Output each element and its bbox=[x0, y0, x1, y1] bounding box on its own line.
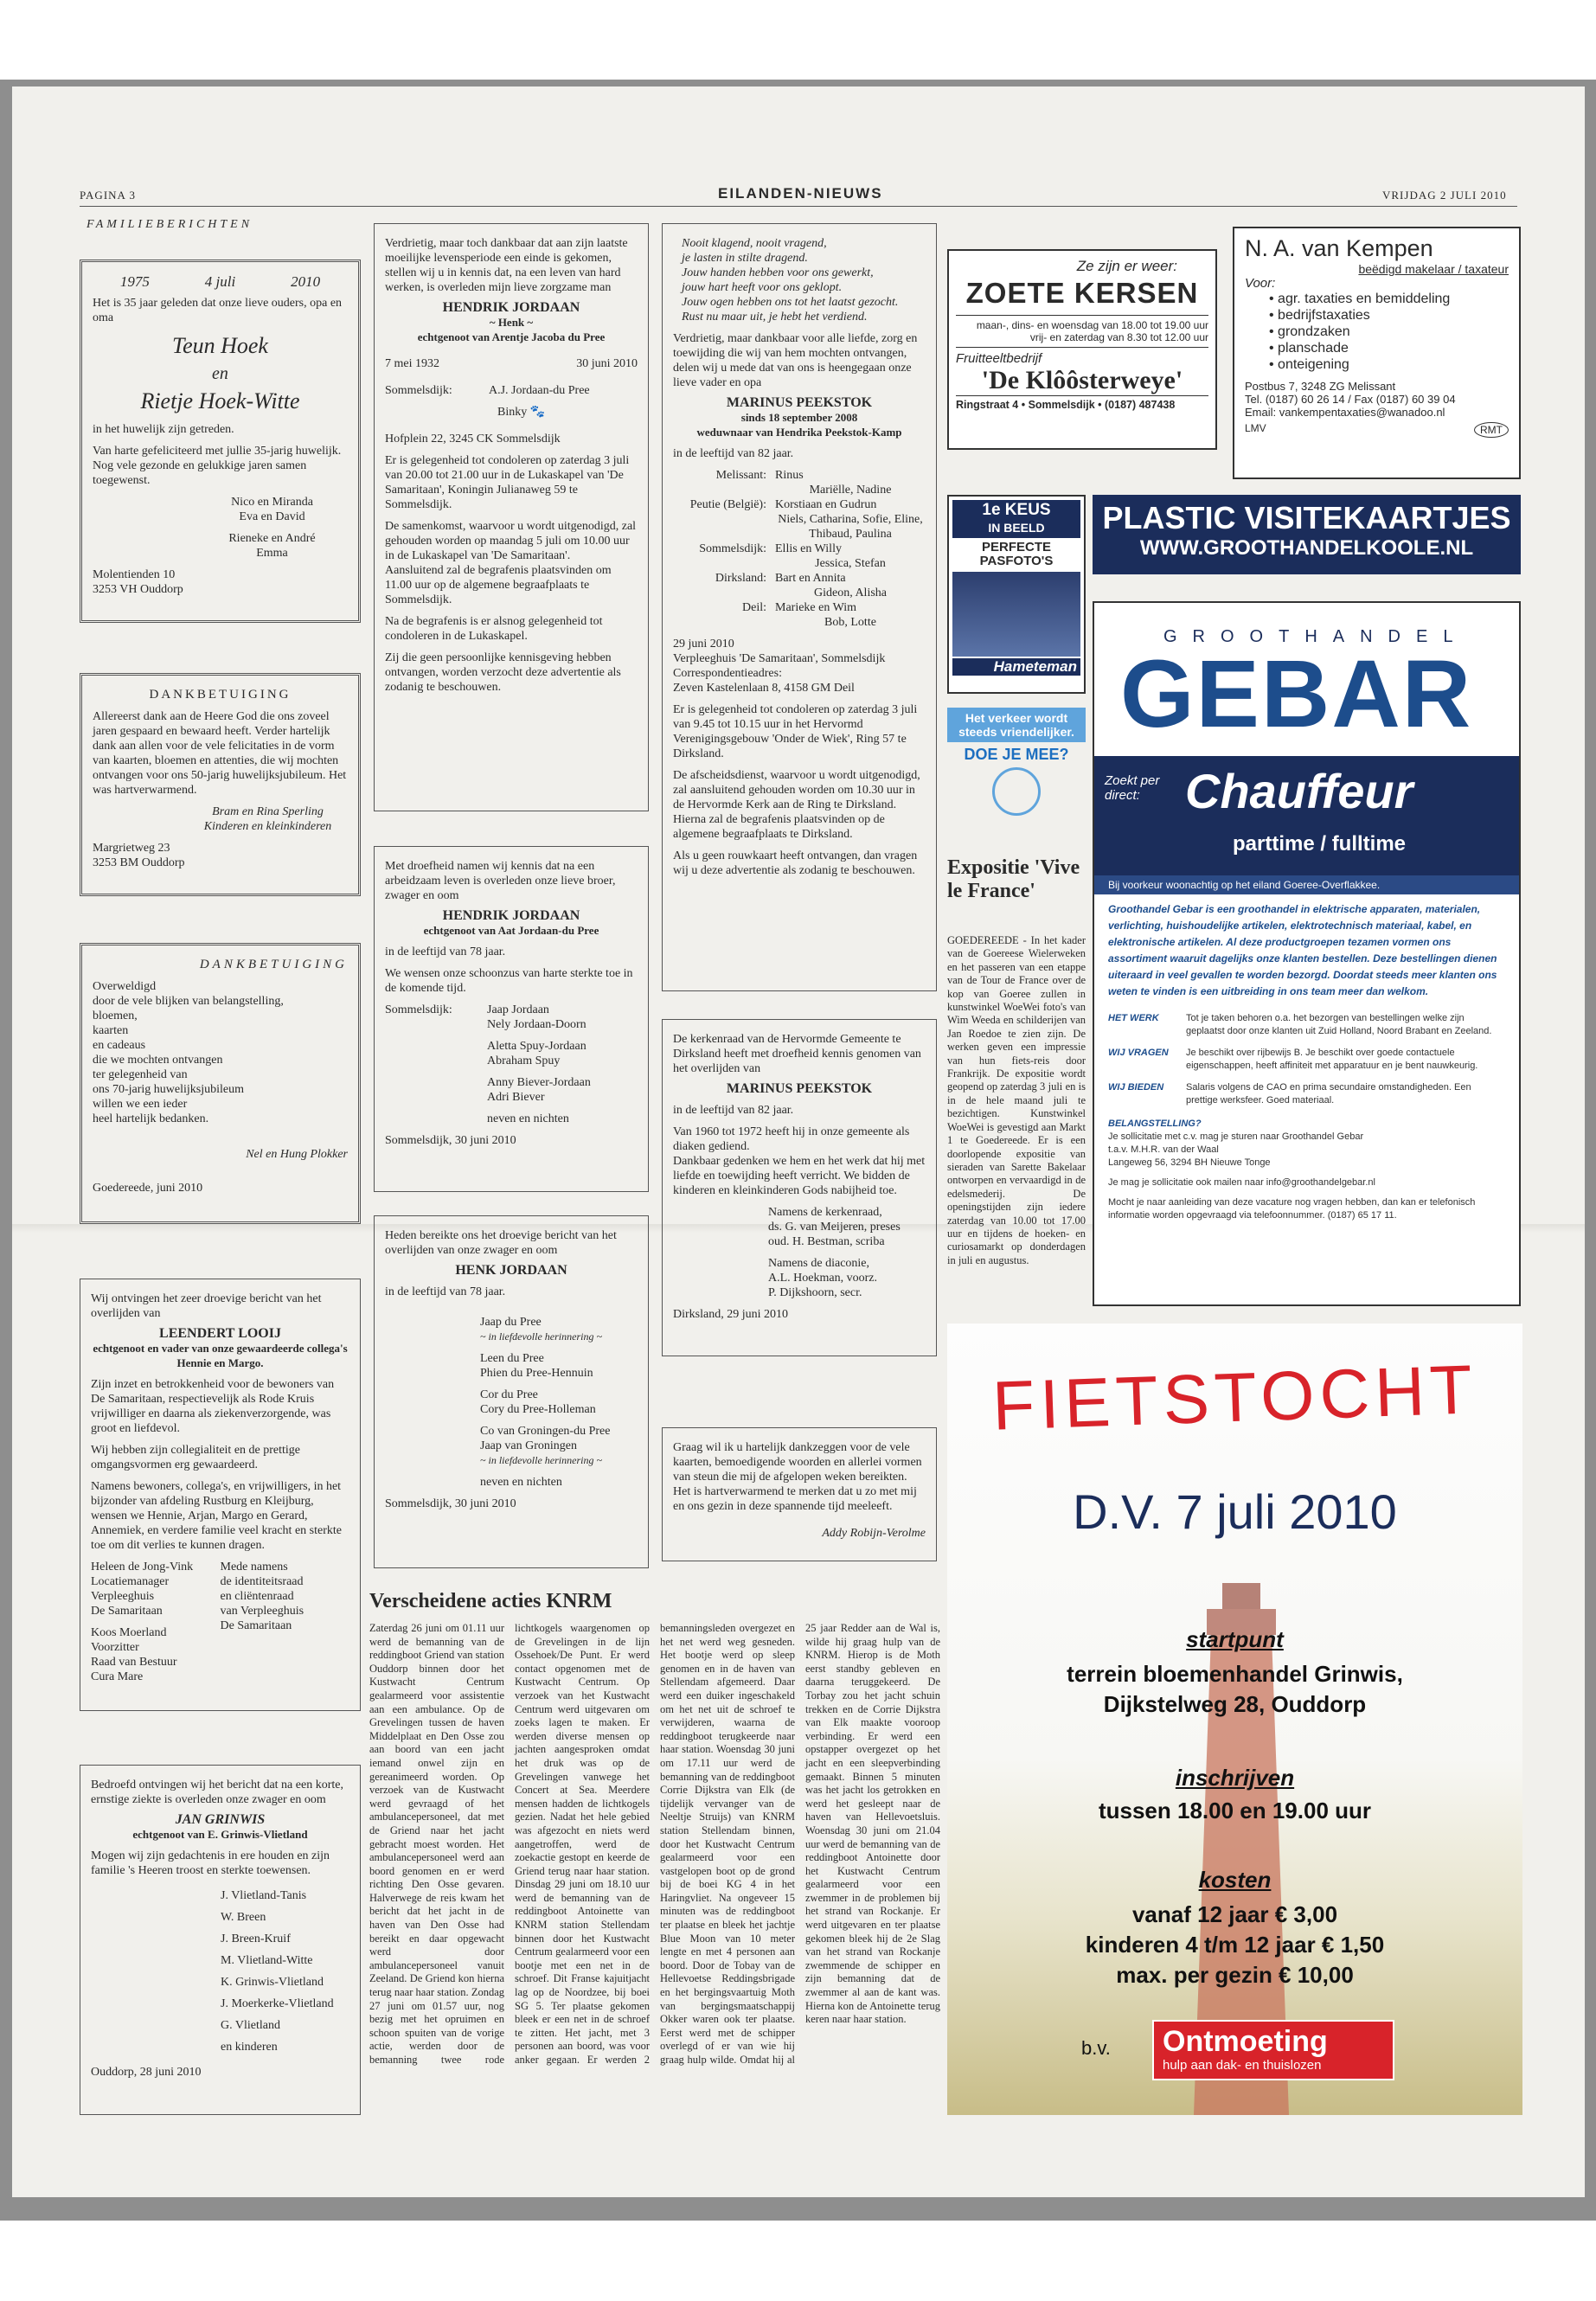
line-1: Overweldigd bbox=[93, 980, 157, 993]
family-8: en kinderen bbox=[221, 2041, 278, 2054]
apply-2: t.a.v. M.H.R. van der Waal bbox=[1108, 1144, 1219, 1155]
body-5: Zij die geen persoonlijke kennisgeving hebben ontvangen, worden verzocht deze advertentie als zodanig te beschouwen. bbox=[385, 651, 621, 694]
line-6: die we mochten ontvangen bbox=[93, 1054, 223, 1067]
relation-text: echtgenoot van E. Grinwis-Vlietland bbox=[132, 1828, 308, 1841]
ad-perfecte: PERFECTE bbox=[981, 540, 1051, 554]
address-line-2: 3253 BM Ouddorp bbox=[93, 856, 185, 869]
signer-5: A.L. Hoekman, voorz. bbox=[768, 1272, 877, 1285]
family-3: J. Breen-Kruif bbox=[221, 1932, 291, 1945]
body-2: Wij hebben zijn collegialiteit en de prettige omgangsvormen erg gewaardeerd. bbox=[91, 1444, 301, 1471]
age-text: in de leeftijd van 82 jaar. bbox=[673, 1104, 794, 1117]
line-10: heel hartelijk bedanken. bbox=[93, 1112, 209, 1125]
ad-title: ZOETE KERSEN bbox=[965, 277, 1199, 309]
poem-6: Rust nu maar uit, je hebt het verdiend. bbox=[682, 311, 868, 324]
corr-address: Zeven Kastelenlaan 8, 4158 GM Deil bbox=[673, 682, 855, 695]
ad-url: WWW.GROOTHANDELKOOLE.NL bbox=[1139, 536, 1474, 560]
hours-2: vrij- en zaterdag van 8.30 tot 12.00 uur bbox=[1029, 331, 1208, 343]
signer-b3: en cliëntenraad bbox=[220, 1590, 294, 1603]
family-7: G. Vlietland bbox=[221, 2019, 280, 2032]
ad-pasfotos-label: PASFOTO'S bbox=[979, 554, 1054, 568]
ad-gebar bbox=[1093, 601, 1521, 1306]
signer-1: Nico en Miranda bbox=[231, 496, 313, 509]
poem-5: Jouw ogen hebben ons tot het laatst gezocht. bbox=[682, 296, 899, 309]
apply-1: Je sollicitatie met c.v. mag je sturen naar Groothandel Gebar bbox=[1108, 1131, 1364, 1142]
scan-bottom-margin bbox=[0, 2221, 1596, 2301]
ad-hours: parttime / fulltime bbox=[1233, 832, 1407, 856]
signer-2: Eva en David bbox=[239, 510, 305, 523]
thanks-notice-robijn bbox=[662, 1427, 937, 1561]
apply-4: Je mag je sollicitatie ook mailen naar info@groothandelgebar.nl bbox=[1108, 1177, 1375, 1188]
ad-verkeer bbox=[947, 708, 1086, 813]
thanks-notice-plokker bbox=[80, 943, 361, 1224]
body-1: Zijn inzet en betrokkenheid voor de bewoners van De Samaritaan, respectievelijk als Rode Kruis vrijwilliger en daarna als ziekenverzorgende, was groot en liefdevol. bbox=[91, 1378, 335, 1435]
anniversary-notice-hoek bbox=[80, 260, 361, 623]
place-date: Dirksland, 29 juni 2010 bbox=[673, 1308, 788, 1321]
lmv-logo: LMV bbox=[1245, 422, 1266, 434]
ad-sub: Fruitteeltbedrijf bbox=[956, 347, 1208, 366]
deceased-name: JAN GRINWIS bbox=[175, 1812, 266, 1827]
family-3: Korstiaan en Gudrun bbox=[775, 498, 877, 511]
ad-fietstocht bbox=[947, 1324, 1522, 2115]
ad-plastic-visitekaartjes bbox=[1093, 495, 1521, 574]
ad-address: Ringstraat 4 • Sommelsdijk • (0187) 487438 bbox=[956, 395, 1208, 411]
price-3: max. per gezin € 10,00 bbox=[1116, 1962, 1354, 1988]
year-end: 2010 bbox=[291, 273, 321, 290]
address: Hofplein 22, 3245 CK Sommelsdijk bbox=[385, 433, 561, 445]
obituary-jordaan-in-laws bbox=[374, 1215, 649, 1568]
heading-kosten: kosten bbox=[1198, 1867, 1272, 1893]
service-5: onteigening bbox=[1278, 357, 1349, 372]
family-7: Bart en Annita bbox=[775, 572, 846, 585]
signer-2: ds. G. van Meijeren, preses bbox=[768, 1221, 901, 1234]
married-text: in het huwelijk zijn getreden. bbox=[93, 423, 234, 436]
signer-b2: de identiteitsraad bbox=[220, 1575, 304, 1588]
place-4: Dirksland: bbox=[715, 572, 766, 585]
masthead: EILANDEN-NIEUWS bbox=[718, 185, 883, 202]
family-5: Ellis en Willy bbox=[775, 542, 842, 555]
ad-pasfotos bbox=[947, 495, 1086, 694]
ad-business-name: 'De Klôôsterweye' bbox=[981, 366, 1183, 394]
text-vragen: Je beschikt over rijbewijs B. Je beschikt over goede contactuele eigenschappen, heeft affiniteit met apparatuur en je bent nauwkeurig. bbox=[1186, 1048, 1478, 1071]
signer-3: oud. H. Bestman, scriba bbox=[768, 1235, 885, 1248]
text-werk: Tot je taken behoren o.a. het bezorgen van bestellingen welke zijn geplaatst door onze klanten uit Zuid Holland, Noord Brabant en Zeeland. bbox=[1186, 1013, 1492, 1036]
ad-email: Email: vankempentaxaties@wanadoo.nl bbox=[1245, 406, 1445, 419]
body-4: Als u geen rouwkaart heeft ontvangen, dan vragen wij u deze advertentie als zodanig te beschouwen. bbox=[673, 849, 918, 877]
place-label: Sommelsdijk: bbox=[385, 1003, 452, 1016]
family-9: Marieke en Wim bbox=[775, 601, 857, 614]
line-5: en cadeaus bbox=[93, 1039, 146, 1052]
line-2: door de vele blijken van belangstelling, bbox=[93, 995, 284, 1008]
ad-address: Postbus 7, 3248 ZG Melissant bbox=[1245, 380, 1396, 393]
address-line-1: Margrietweg 23 bbox=[93, 842, 170, 855]
relation-text: echtgenoot en vader van onze gewaardeerde collega's Hennie en Margo. bbox=[93, 1342, 348, 1369]
section-title: FAMILIEBERICHTEN bbox=[87, 218, 253, 231]
heading-inschrijven: inschrijven bbox=[1175, 1765, 1295, 1791]
place-label: Sommelsdijk: bbox=[385, 384, 452, 397]
signer-b4: van Verpleeghuis bbox=[220, 1605, 304, 1618]
obituary-peekstok-family bbox=[662, 223, 937, 991]
wife-name: Rietje Hoek-Witte bbox=[140, 388, 300, 413]
ad-date: D.V. 7 juli 2010 bbox=[1073, 1484, 1397, 1539]
family-6: Cory du Pree-Holleman bbox=[480, 1403, 596, 1416]
signer-a5: Koos Moerland bbox=[91, 1626, 167, 1639]
family-1: J. Vlietland-Tanis bbox=[221, 1889, 307, 1902]
paw-icon: 🐾 bbox=[529, 406, 546, 419]
address-line-1: Molentienden 10 bbox=[93, 568, 176, 581]
service-3: grondzaken bbox=[1278, 324, 1350, 339]
wishes-text: Van harte gefeliciteerd met jullie 35-jarig huwelijk. Nog vele gezonde en gelukkige jaren samen toegewenst. bbox=[93, 445, 342, 487]
price-1: vanaf 12 jaar € 3,00 bbox=[1131, 1901, 1338, 1927]
start-line-1: terrein bloemenhandel Grinwis, bbox=[1067, 1661, 1403, 1687]
line-9: willen we een ieder bbox=[93, 1098, 188, 1111]
signer-3: Rieneke en André bbox=[228, 532, 316, 545]
age-text: in de leeftijd van 82 jaar. bbox=[673, 447, 794, 460]
family-1: Jaap Jordaan bbox=[487, 1003, 549, 1016]
article-body-expositie: GOEDEREEDE - In het kader van de Goereese Wielerweken en het passeren van een etappe van de Tour de France over de kop van Goeree zullen in kunstwinkel WoeWei foto's van Wim Weeda en schilderijen van Jan Roedoe te zien zijn. De werken geven een impressie van hun fiets-reis door Frankrijk. De expositie wordt geopend op zaterdag 3 juli en is in de hele maand juli te bezichtigen. Kunstwinkel WoeWei is gevestigd aan Markt 1 te Goedereede. Er is een doorlopende expositie van sieraden van Sarette Bakelaar ontworpen en vervaardigd in de edelsmederij. De openingstijden zijn iedere zaterdag van 10.00 tot 17.00 uur en tijdens de hoeken- en curiosamarkt op donderdagen in juli en augustus. bbox=[947, 934, 1086, 1266]
anniversary-date: 4 juli bbox=[204, 273, 236, 290]
signer-a1: Heleen de Jong-Vink bbox=[91, 1561, 194, 1574]
signature: Nel en Hung Plokker bbox=[246, 1148, 348, 1161]
body-2: De afscheidsdienst, waarvoor u wordt uitgenodigd, zal aansluitend gehouden worden om 10.30 uur in de Hervormde Kerk aan de Ring te Dirksland. bbox=[673, 769, 920, 811]
apply-5: Mocht je naar aanleiding van deze vacature nog vragen hebben, dan kan er telefonisch informatie worden opgevraagd via telefoonnummer. (0187) 65 17 11. bbox=[1108, 1197, 1476, 1221]
deceased-name: MARINUS PEEKSTOK bbox=[726, 1081, 873, 1096]
notice-title: DANKBETUIGING bbox=[149, 688, 292, 702]
family-6: Jessica, Stefan bbox=[815, 557, 886, 570]
article-headline-expositie: Expositie 'Vive le France' bbox=[947, 856, 1080, 902]
death-date: 30 juni 2010 bbox=[576, 357, 638, 370]
ad-title: N. A. van Kempen bbox=[1245, 235, 1433, 261]
relation-text: echtgenoot van Arentje Jacoba du Pree bbox=[417, 330, 606, 343]
body-2: De samenkomst, waarvoor u wordt uitgenodigd, zal gehouden worden op maandag 5 juli om 10.00 uur in de Lukaskapel van 'De Samaritaan'. bbox=[385, 520, 637, 562]
photo-placeholder bbox=[952, 572, 1080, 657]
service-1: agr. taxaties en bemiddeling bbox=[1278, 292, 1451, 306]
ad-zoekt: Zoekt per direct: bbox=[1105, 773, 1160, 803]
family-4: Niels, Catharina, Sofie, Eline, Thibaud, Paulina bbox=[778, 513, 923, 541]
label-apply: BELANGSTELLING? bbox=[1108, 1118, 1202, 1129]
heading-startpunt: startpunt bbox=[1186, 1626, 1284, 1652]
place-3: Sommelsdijk: bbox=[699, 542, 766, 555]
label-vragen: WIJ VRAGEN bbox=[1108, 1048, 1169, 1058]
signer-a2: Locatiemanager bbox=[91, 1575, 170, 1588]
scan-top-margin bbox=[0, 0, 1596, 80]
obituary-looij bbox=[80, 1279, 361, 1711]
ad-strip: Bij voorkeur woonachtig op het eiland Goeree-Overflakkee. bbox=[1094, 875, 1519, 894]
ad-tagline: beëdigd makelaar / taxateur bbox=[1358, 262, 1509, 276]
body-4: Na de begrafenis is er alsnog gelegenheid tot condoleren in de Lukaskapel. bbox=[385, 615, 603, 643]
signer-a7: Raad van Bestuur bbox=[91, 1656, 177, 1669]
family-1: Rinus bbox=[775, 469, 804, 482]
intro-text: Wij ontvingen het zeer droevige bericht van het overlijden van bbox=[91, 1292, 322, 1320]
body-1: Er is gelegenheid tot condoleren op zaterdag 3 juli van 9.45 tot 10.15 uur in het Hervormd Verenigingsgebouw 'Onder de Wiek', Ring 57 te Dirksland. bbox=[673, 703, 918, 760]
wheel-icon bbox=[992, 767, 1041, 816]
place-5: Deil: bbox=[742, 601, 766, 614]
family-7: neven en nichten bbox=[487, 1112, 569, 1125]
body-text: Mogen wij zijn gedachtenis in ere houden en zijn familie 's Heeren troost en sterkte toewensen. bbox=[91, 1849, 330, 1877]
label-werk: HET WERK bbox=[1108, 1013, 1159, 1023]
start-line-2: Dijkstelweg 28, Ouddorp bbox=[1103, 1691, 1367, 1717]
notice-title: DANKBETUIGING bbox=[199, 958, 348, 971]
birth-date: 7 mei 1932 bbox=[385, 357, 439, 370]
pet-name: Binky bbox=[497, 406, 528, 419]
signature-family: Kinderen en kleinkinderen bbox=[203, 820, 332, 833]
family-2: W. Breen bbox=[221, 1911, 266, 1924]
poem-4: jouw hart heeft voor ons geklopt. bbox=[682, 281, 843, 294]
deceased-name: HENK JORDAAN bbox=[455, 1263, 567, 1278]
poem-1: Nooit klagend, nooit vragend, bbox=[682, 237, 827, 250]
deceased-name: HENDRIK JORDAAN bbox=[442, 908, 580, 923]
ad-title: FIETSTOCHT bbox=[990, 1350, 1479, 1445]
org-name: Ontmoeting bbox=[1163, 2025, 1328, 2058]
family-5: K. Grinwis-Vlietland bbox=[221, 1976, 324, 1989]
family-8: Gideon, Alisha bbox=[814, 586, 887, 599]
shop-name: Hameteman bbox=[952, 658, 1080, 676]
signer-a3: Verpleeghuis bbox=[91, 1590, 155, 1603]
relation-text: echtgenoot van Aat Jordaan-du Pree bbox=[423, 924, 599, 937]
ad-zoete-kersen bbox=[947, 249, 1217, 450]
family-2: Nely Jordaan-Doorn bbox=[487, 1018, 586, 1031]
family-10: neven en nichten bbox=[480, 1476, 562, 1489]
signer-a4: De Samaritaan bbox=[91, 1605, 163, 1618]
memorial-2: ~ in liefdevolle herinnering ~ bbox=[480, 1454, 602, 1466]
ad-keus: 1e KEUS bbox=[982, 501, 1051, 519]
family-1: Jaap du Pree bbox=[480, 1316, 542, 1329]
intro-text: Met droefheid namen wij kennis dat na een arbeidzaam leven is overleden onze lieve broer, zwager en oom bbox=[385, 860, 616, 902]
thanks-body: Allereerst dank aan de Heere God die ons zoveel jaren gespaard en bewaard heeft. Verder hartelijk dank aan allen voor de vele felicitaties in de vorm van kaarten, bloemen en attenties, die wij mochten ontvangen voor ons 50-jarig huwelijksjubileum. Het was hartverwarmend. bbox=[93, 710, 347, 797]
ad-description: Groothandel Gebar is een groothandel in elektrische apparaten, materialen, verlichting, huishoudelijke artikelen, elektrotechnisch materiaal, kabel, en elektronische artikelen. Al deze productgroepen tezamen vormen ons assortiment waaruit dagelijks onze klanten bestellen. Deze bestellingen dienen uiteraard in veel gevallen te worden bezorgd. Doordat steeds meer klanten ons weten te vinden is een uitbreiding in ons team meer dan welkom. bbox=[1108, 903, 1497, 997]
memorial-1: ~ in liefdevolle herinnering ~ bbox=[480, 1330, 602, 1343]
obituary-jordaan-family bbox=[374, 223, 649, 811]
ad-verkeer-text: Het verkeer wordt steeds vriendelijker. bbox=[947, 708, 1086, 742]
nickname: ~ Henk ~ bbox=[489, 316, 534, 329]
family-4: Phien du Pree-Hennuin bbox=[480, 1367, 593, 1380]
body-1: Van 1960 tot 1972 heeft hij in onze gemeente als diaken gediend. bbox=[673, 1125, 910, 1153]
care-home: Verpleeghuis 'De Samaritaan', Sommelsdijk bbox=[673, 652, 886, 665]
apply-3: Langeweg 56, 3294 BH Nieuwe Tonge bbox=[1108, 1157, 1271, 1168]
intro-text: Bedroefd ontvingen wij het bericht dat na een korte, ernstige ziekte is overleden onze zwager en oom bbox=[91, 1779, 343, 1806]
family-10: Bob, Lotte bbox=[824, 616, 876, 629]
article-headline-knrm: Verscheidene acties KNRM bbox=[369, 1590, 612, 1612]
intro-text: Verdrietig, maar dankbaar voor alle liefde, zorg en toewijding die wij van hem mochten ontvangen, delen wij u mede dat van ons is heengegaan onze lieve vader en opa bbox=[673, 332, 918, 389]
header-rule bbox=[80, 206, 1517, 207]
family-4: Abraham Spuy bbox=[487, 1054, 561, 1067]
label-bieden: WIJ BIEDEN bbox=[1108, 1082, 1164, 1093]
family-6: J. Moerkerke-Vlietland bbox=[221, 1997, 334, 2010]
obituary-grinwis bbox=[80, 1765, 361, 2115]
body-2: Dankbaar gedenken we hem en het werk dat hij met liefde en toewijding heeft verricht. We bidden de kinderen en kleinkinderen Gods nabijheid toe. bbox=[673, 1155, 926, 1197]
ad-voor: Voor: bbox=[1245, 276, 1276, 291]
article-body-knrm: Zaterdag 26 juni om 01.11 uur werd de bemanning van de reddingboot Griend van station Ouddorp binnen door het Kustwacht Centrum gealarmeerd voor assistentie aan een ambulance. Op de Grevelingen tussen de haven Middelplaat en Den Osse zou aan boord van een jacht iemand onwel zijn en gereanimeerd worden. Op verzoek van de Kustwacht werd gevraagd of het ambulancepersoneel, dat met de Griend naar het jacht gebracht moest worden. Het ambulancepersoneel werd aan boord genomen en er werd richting Den Osse gevaren. Halverwege de reis kwam het bericht dat het jacht in de haven van Den Osse had bereikt en daar opgewacht werd door ambulancepersoneel vanuit Zeeland. De Griend kon hierna terug naar haar station. Zondag 27 juni om 01.57 uur, nog bezig met het opruimen en schoon spuiten van de vorige actie, werden door de bemanning twee rode lichtkogels waargenomen op de Grevelingen in de lijn Ossehoek/De Punt. Er werd contact opgenomen met de Kustwacht Centrum. Op verzoek van het Kustwacht Centrum werd uitgevaren om zoeks lagen te maken. Er werden diverse mensen op jachten aangesproken omdat het druk was op de Grevelingen vanwege het Concert at Sea. Meerdere mensen hadden de lichtkogels gezien. Nadat het hele gebied was afgezocht en niets werd aangetroffen, werd de zoekactie gestopt en keerde de Griend terug naar haar station. Dinsdag 29 juni om 18.10 uur werd de bemanning van de reddingboot Antoinette van KNRM station Stellendam binnen door het Kustwacht Centrum gealarmeerd voor een bootje met een net in de schroef. Dit Franse kajuitjacht lag op de Noordzee, bij boei SG 5. Ter plaatse gekomen bleek er een net in de schroef te zitten. Het jacht, met 3 personen aan boord, was voor anker gegaan. Er werden 2 bemanningsleden overgezet en het net werd weg gesneden. Het bootje werd op sleep genomen en in de haven van Stellendam afgemeerd. Daar werd een duiker ingeschakeld om het net uit de schroef te verwijderen, waarna de reddingboot terugkeerde naar haar station. Woensdag 30 juni om 17.11 uur werd de bemanning van de reddingboot Corrie Dijkstra van Elk (de tijdelijk vervanger van de Neeltje Struijs) van KNRM station Stellendam binnen, door het Kustwacht Centrum gealarmeerd voor een vastgelopen boot op de grond bij de boei KG 4 in het Haringvliet. Na ongeveer 15 minuten was de reddingboot ter plaatse en bleek het jachtje Blue Moon van 10 meter lengte en met 4 personen aan boord. Door de Tobay van de Hellevoetse Reddingsbrigade en het bergingsvaartuig Moth van bergingsmaatschappij Okker waren ook ter plaatse. Eerst werd met de schipper overlegd of er van wie hij graag hulp wilde. Omdat hij al 25 jaar Redder aan de Wal is, wilde hij graag hulp van de KNRM. Hierop is de Moth eerst standby gebleven en daarna teruggekeerd. De Torbay zou het jacht schuin trekken en de Corrie Dijkstra van Elk maakte vooroop verbinding. Er werd een opstapper overgezet op het jacht en een sleepverbinding gemaakt. Binnen 5 minuten was het jacht los getrokken en werd het gesleept naar de haven van Hellevoetsluis. Woensdag 30 juni om 21.04 uur werd de bemanning van de reddingboot Antoinette door het Kustwacht Centrum gealarmeerd voor een zwemmer in de problemen bij het strand van Rockanje. Er werd uitgevaren en ter plaatse gekomen bleek hij de 2e Slag van het strand van Rockanje zwemmende de schipper en zijn bemanning dat de zwemmer al aan de kant was. Hierna kon de Antoinette terug keren naar haar station. bbox=[369, 1622, 940, 2066]
husband-name: Teun Hoek bbox=[172, 333, 268, 358]
age-text: in de leeftijd van 78 jaar. bbox=[385, 945, 506, 958]
relation-text: weduwnaar van Hendrika Peekstok-Kamp bbox=[696, 426, 902, 439]
family-3: Leen du Pree bbox=[480, 1352, 544, 1365]
line-7: ter gelegenheid van bbox=[93, 1068, 188, 1081]
signer-a6: Voorzitter bbox=[91, 1641, 139, 1654]
year-start: 1975 bbox=[119, 273, 150, 290]
ad-join: DOE JE MEE? bbox=[964, 746, 1069, 763]
intro-text: Het is 35 jaar geleden dat onze lieve ouders, opa en oma bbox=[93, 297, 343, 324]
bv-label: b.v. bbox=[1081, 2037, 1111, 2059]
family-5: Anny Biever-Jordaan bbox=[487, 1076, 591, 1089]
ad-tagline: Ze zijn er weer: bbox=[1076, 258, 1177, 274]
signup-time: tussen 18.00 en 19.00 uur bbox=[1098, 1798, 1372, 1823]
thanks-body: Graag wil ik u hartelijk dankzeggen voor de vele kaarten, bemoedigende woorden en allerlei vormen van steun die mij de afgelopen weken bereikten. Het is hartverwarmend te merken dat u zo met mij en ons gezin in deze spannende tijd meeleeft. bbox=[673, 1441, 922, 1513]
line-3: bloemen, bbox=[93, 1009, 138, 1022]
signer-b1: Mede namens bbox=[220, 1561, 288, 1574]
service-2: bedrijfstaxaties bbox=[1278, 308, 1370, 323]
family-2: Mariëlle, Nadine bbox=[809, 484, 892, 497]
intro-text: Heden bereikte ons het droevige bericht van het overlijden van onze zwager en oom bbox=[385, 1229, 617, 1257]
ad-groothandel: GROOTHANDEL bbox=[1163, 627, 1469, 646]
page-number: PAGINA 3 bbox=[80, 189, 136, 202]
signer-4: Emma bbox=[256, 547, 288, 560]
place-date: Goedereede, juni 2010 bbox=[93, 1182, 203, 1195]
body-3: Hierna zal de begrafenis plaatsvinden op de algemene begraafplaats te Dirksland. bbox=[673, 813, 885, 841]
obituary-jordaan-siblings bbox=[374, 846, 649, 1192]
corr-label: Correspondentieadres: bbox=[673, 667, 782, 680]
line-8: ons 70-jarig huwelijksjubileum bbox=[93, 1083, 244, 1096]
org-sub: hulp aan dak- en thuislozen bbox=[1163, 2058, 1322, 2073]
body-1: Er is gelegenheid tot condoleren op zaterdag 3 juli van 20.00 tot 21.00 uur in de Lukaskapel van 'De Samaritaan', Koningin Julianaweg 59 te Sommelsdijk. bbox=[385, 454, 630, 511]
family-4: M. Vlietland-Witte bbox=[221, 1954, 313, 1967]
price-2: kinderen 4 t/m 12 jaar € 1,50 bbox=[1085, 1932, 1385, 1958]
text-bieden: Salaris volgens de CAO en prima secundaire omstandigheden. Een prettige werksfeer. Goed materiaal. bbox=[1186, 1082, 1471, 1106]
poem-2: je lasten in stilte dragend. bbox=[682, 252, 808, 265]
poem-3: Jouw handen hebben voor ons gewerkt, bbox=[682, 266, 874, 279]
age-text: in de leeftijd van 78 jaar. bbox=[385, 1285, 506, 1298]
intro-text: De kerkenraad van de Hervormde Gemeente te Dirksland heeft met droefheid kennis genomen van het overlijden van bbox=[673, 1033, 921, 1075]
deceased-name: LEENDERT LOOIJ bbox=[159, 1326, 281, 1341]
family-3: Aletta Spuy-Jordaan bbox=[487, 1040, 586, 1053]
obituary-peekstok-church bbox=[662, 1019, 937, 1356]
signature: Addy Robijn-Verolme bbox=[822, 1527, 926, 1540]
place-date: Ouddorp, 28 juni 2010 bbox=[91, 2066, 202, 2079]
rmt-logo: RMT bbox=[1474, 422, 1509, 438]
deceased-name: HENDRIK JORDAAN bbox=[442, 300, 580, 315]
family-name: A.J. Jordaan-du Pree bbox=[489, 384, 590, 397]
since-text: sinds 18 september 2008 bbox=[740, 411, 858, 424]
org-logo bbox=[1152, 2020, 1394, 2080]
family-6: Adri Biever bbox=[487, 1091, 545, 1104]
wish-text: We wensen onze schoonzus van harte sterkte toe in de komende tijd. bbox=[385, 967, 633, 995]
signer-6: P. Dijkshoorn, secr. bbox=[768, 1286, 862, 1299]
body-3: Namens bewoners, collega's, en vrijwilligers, in het bijzonder van afdeling Rustburg en Kleijburg, wensen we Hennie, Arjan, Margo en Gerard, Annemiek, en verdere familie veel kracht en sterkte toe om dit verlies te kunnen dragen. bbox=[91, 1480, 342, 1552]
place-date: Sommelsdijk, 30 juni 2010 bbox=[385, 1497, 516, 1510]
body-3: Aansluitend zal de begrafenis plaatsvinden om 11.00 uur op de algemene begraafplaats te Sommelsdijk. bbox=[385, 564, 612, 606]
signer-1: Namens de kerkenraad, bbox=[768, 1206, 882, 1219]
family-8: Jaap van Groningen bbox=[480, 1439, 577, 1452]
ad-phone: Tel. (0187) 60 26 14 / Fax (0187) 60 39 04 bbox=[1245, 393, 1456, 406]
place-2: Peutie (België): bbox=[689, 498, 766, 511]
conjunction: en bbox=[212, 364, 228, 383]
hours-1: maan-, dins- en woensdag van 18.00 tot 19.00 uur bbox=[976, 319, 1208, 331]
ad-title: PLASTIC VISITEKAARTJES bbox=[1102, 500, 1511, 535]
ad-in-beeld: IN BEELD bbox=[988, 521, 1045, 535]
thanks-notice-sperling bbox=[80, 673, 361, 896]
place-1: Melissant: bbox=[715, 469, 766, 482]
signer-b5: De Samaritaan bbox=[220, 1619, 292, 1632]
death-date: 29 juni 2010 bbox=[673, 638, 734, 651]
family-7: Co van Groningen-du Pree bbox=[480, 1425, 611, 1438]
intro-text: Verdrietig, maar toch dankbaar dat aan zijn laatste moeilijke levensperiode een einde is gekomen, stellen wij u in kennis dat, na een leven van hard werken, is overleden mijn lieve zorgzame man bbox=[385, 237, 628, 294]
service-4: planschade bbox=[1278, 341, 1349, 356]
line-4: kaarten bbox=[93, 1024, 129, 1037]
ad-job: Chauffeur bbox=[1185, 764, 1413, 818]
address-line-2: 3253 VH Ouddorp bbox=[93, 583, 183, 596]
ad-van-kempen: N. A. van Kempen beëdigd makelaar / taxateur Voor: • agr. taxaties en bemiddeling • bedrijfstaxaties • grondzaken • planschade • onteigening Postbus 7, 3248 ZG Melissant Tel. (0187) 60 26 14 / Fax (0187) 60 39 04 Email: vankempentaxaties@wanadoo.nl LMV RMT bbox=[1233, 227, 1521, 479]
deceased-name: MARINUS PEEKSTOK bbox=[726, 395, 873, 410]
issue-date: VRIJDAG 2 JULI 2010 bbox=[1382, 189, 1507, 202]
place-date: Sommelsdijk, 30 juni 2010 bbox=[385, 1134, 516, 1147]
signature: Bram en Rina Sperling bbox=[212, 805, 324, 818]
signer-a8: Cura Mare bbox=[91, 1670, 144, 1683]
signer-4: Namens de diaconie, bbox=[768, 1257, 870, 1270]
ad-logo: GEBAR bbox=[1120, 641, 1473, 747]
family-5: Cor du Pree bbox=[480, 1388, 538, 1401]
